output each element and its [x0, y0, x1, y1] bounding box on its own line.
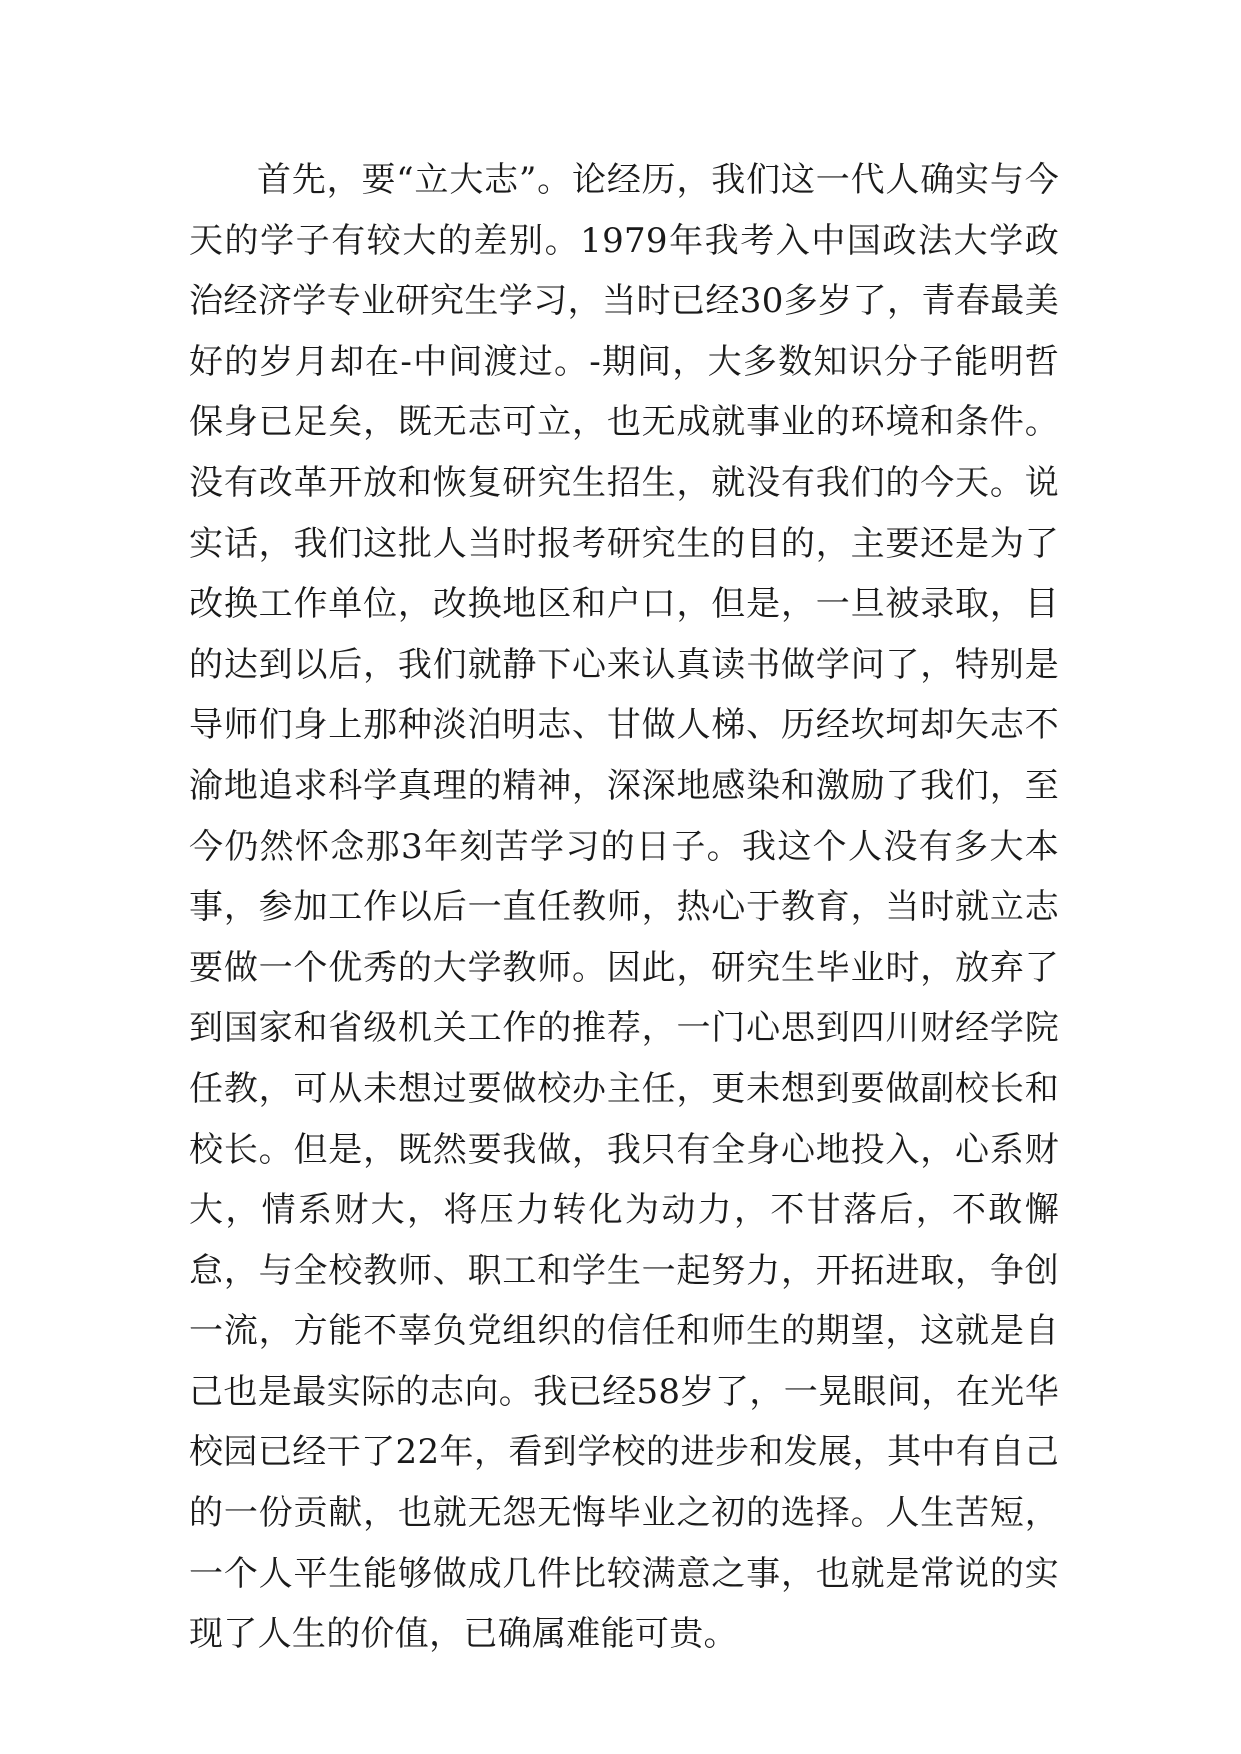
body-paragraph: 首先，要“立大志”。论经历，我们这一代人确实与今天的学子有较大的差别。1979年我考入中国政法大学政治经济学专业研究生学习，当时已经30多岁了，青春最美好的岁月却在-中间渡过。-期间，大多数知识分子能明哲保身已足矣，既无志可立，也无成就事业的环境和条件。没有改革开放和恢复研究生招生，就没有我们的今天。说实话，我们这批人当时报考研究生的目的，主要还是为了改换工作单位，改换地区和户口，但是，一旦被录取，目的达到以后，我们就静下心来认真读书做学问了，特别是导师们身上那种淡泊明志、甘做人梯、历经坎坷却矢志不渝地追求科学真理的精神，深深地感染和激励了我们，至今仍然怀念那3年刻苦学习的日子。我这个人没有多大本事，参加工作以后一直任教师，热心于教育，当时就立志要做一个优秀的大学教师。因此，研究生毕业时，放弃了到国家和省级机关工作的推荐，一门心思到四川财经学院任教，可从未想过要做校办主任，更未想到要做副校长和校长。但是，既然要我做，我只有全身心地投入，心系财大，情系财大，将压力转化为动力，不甘落后，不敢懈怠，与全校教师、职工和学生一起努力，开拓进取，争创一流，方能不辜负党组织的信任和师生的期望，这就是自己也是最实际的志向。我已经58岁了，一晃眼间，在光华校园已经干了22年，看到学校的进步和发展，其中有自己的一份贡献，也就无怨无悔毕业之初的选择。人生苦短，一个人平生能够做成几件比较满意之事，也就是常说的实现了人生的价值，已确属难能可贵。 [189, 160, 1059, 1655]
